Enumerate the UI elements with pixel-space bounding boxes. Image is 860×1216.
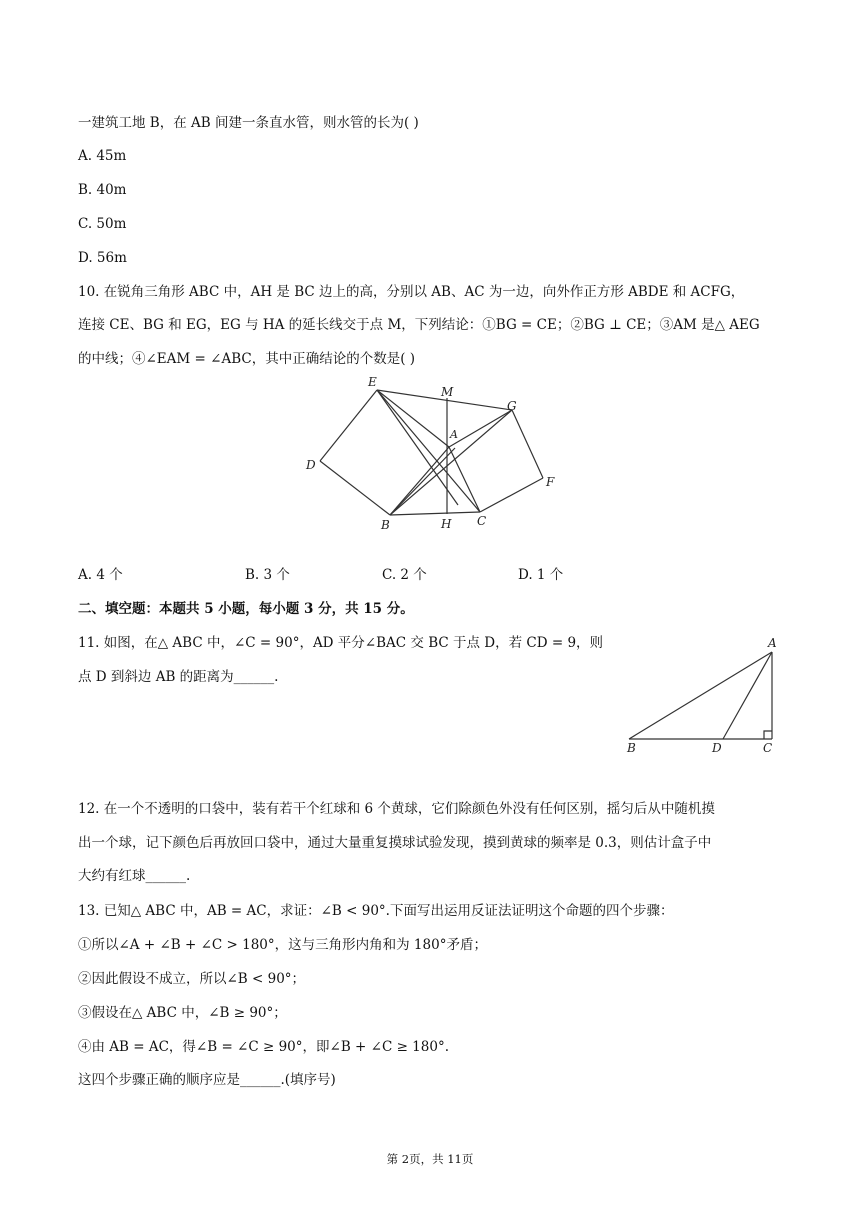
q10-option-a: A. 4 个 (78, 567, 123, 583)
page-footer: 第 2页，共 11页 (386, 1152, 474, 1166)
q9-option-a: A. 45m (78, 148, 127, 164)
q11-label-b: B (627, 741, 636, 755)
q10-label-e: E (368, 375, 377, 389)
q10-option-b: B. 3 个 (245, 567, 290, 583)
section-heading: 二、填空题：本题共 5 小题，每小题 3 分，共 15 分。 (78, 601, 414, 617)
q11-label-c: C (763, 741, 773, 755)
q9-option-b: B. 40m (78, 182, 127, 198)
q10-geometry-figure (0, 0, 860, 560)
q10-label-f: F (546, 475, 555, 489)
q10-line-1: 10. 在锐角三角形 ABC 中，AH 是 BC 边上的高，分别以 AB、AC 为一边，向外作正方形 ABDE 和 ACFG， (78, 284, 745, 300)
q13-line-1: 13. 已知△ ABC 中，AB = AC，求证：∠B < 90°.下面写出运用反证法证明这个命题的四个步骤： (78, 903, 674, 919)
q13-step-2: ②因此假设不成立，所以∠B < 90°； (78, 971, 306, 987)
q12-line-1: 12. 在一个不透明的口袋中，装有若干个红球和 6 个黄球，它们除颜色外没有任何区别，摇匀后从中随机摸 (78, 801, 715, 817)
q11-triangle-figure (600, 630, 800, 765)
q9-option-c: C. 50m (78, 216, 127, 232)
q10-label-m: M (441, 385, 454, 399)
q10-label-c: C (477, 514, 487, 528)
q10-label-h: H (441, 517, 452, 531)
q12-line-2: 出一个球，记下颜色后再放回口袋中，通过大量重复摸球试验发现，摸到黄球的频率是 0.3，则估计盒子中 (78, 835, 712, 851)
q9-option-d: D. 56m (78, 250, 127, 266)
q13-line-last: 这四个步骤正确的顺序应是______.(填序号) (78, 1072, 336, 1088)
q10-label-d: D (306, 458, 316, 472)
q13-step-1: ①所以∠A + ∠B + ∠C > 180°，这与三角形内角和为 180°矛盾； (78, 937, 487, 953)
q11-line-1: 11. 如图，在△ ABC 中，∠C = 90°，AD 平分∠BAC 交 BC 于点 D，若 CD = 9，则 (78, 635, 604, 651)
q11-label-d: D (712, 741, 722, 755)
q10-option-d: D. 1 个 (518, 567, 564, 583)
q10-label-b: B (381, 518, 390, 532)
q10-line-3: 的中线；④∠EAM = ∠ABC，其中正确结论的个数是( ) (78, 351, 416, 367)
q10-label-g: G (507, 399, 517, 413)
q10-line-2: 连接 CE、BG 和 EG，EG 与 HA 的延长线交于点 M，下列结论：①BG = CE；②BG ⊥ CE；③AM 是△ AEG (78, 317, 760, 333)
q9-stem-tail: 一建筑工地 B，在 AB 间建一条直水管，则水管的长为( ) (78, 115, 419, 131)
q12-line-3: 大约有红球______. (78, 868, 191, 884)
q11-line-2: 点 D 到斜边 AB 的距离为______. (78, 669, 279, 685)
q13-step-3: ③假设在△ ABC 中，∠B ≥ 90°； (78, 1005, 287, 1021)
q13-step-4: ④由 AB = AC，得∠B = ∠C ≥ 90°，即∠B + ∠C ≥ 180°. (78, 1039, 449, 1055)
q10-label-a: A (450, 428, 458, 441)
q11-label-a: A (768, 636, 777, 650)
q10-option-c: C. 2 个 (382, 567, 427, 583)
